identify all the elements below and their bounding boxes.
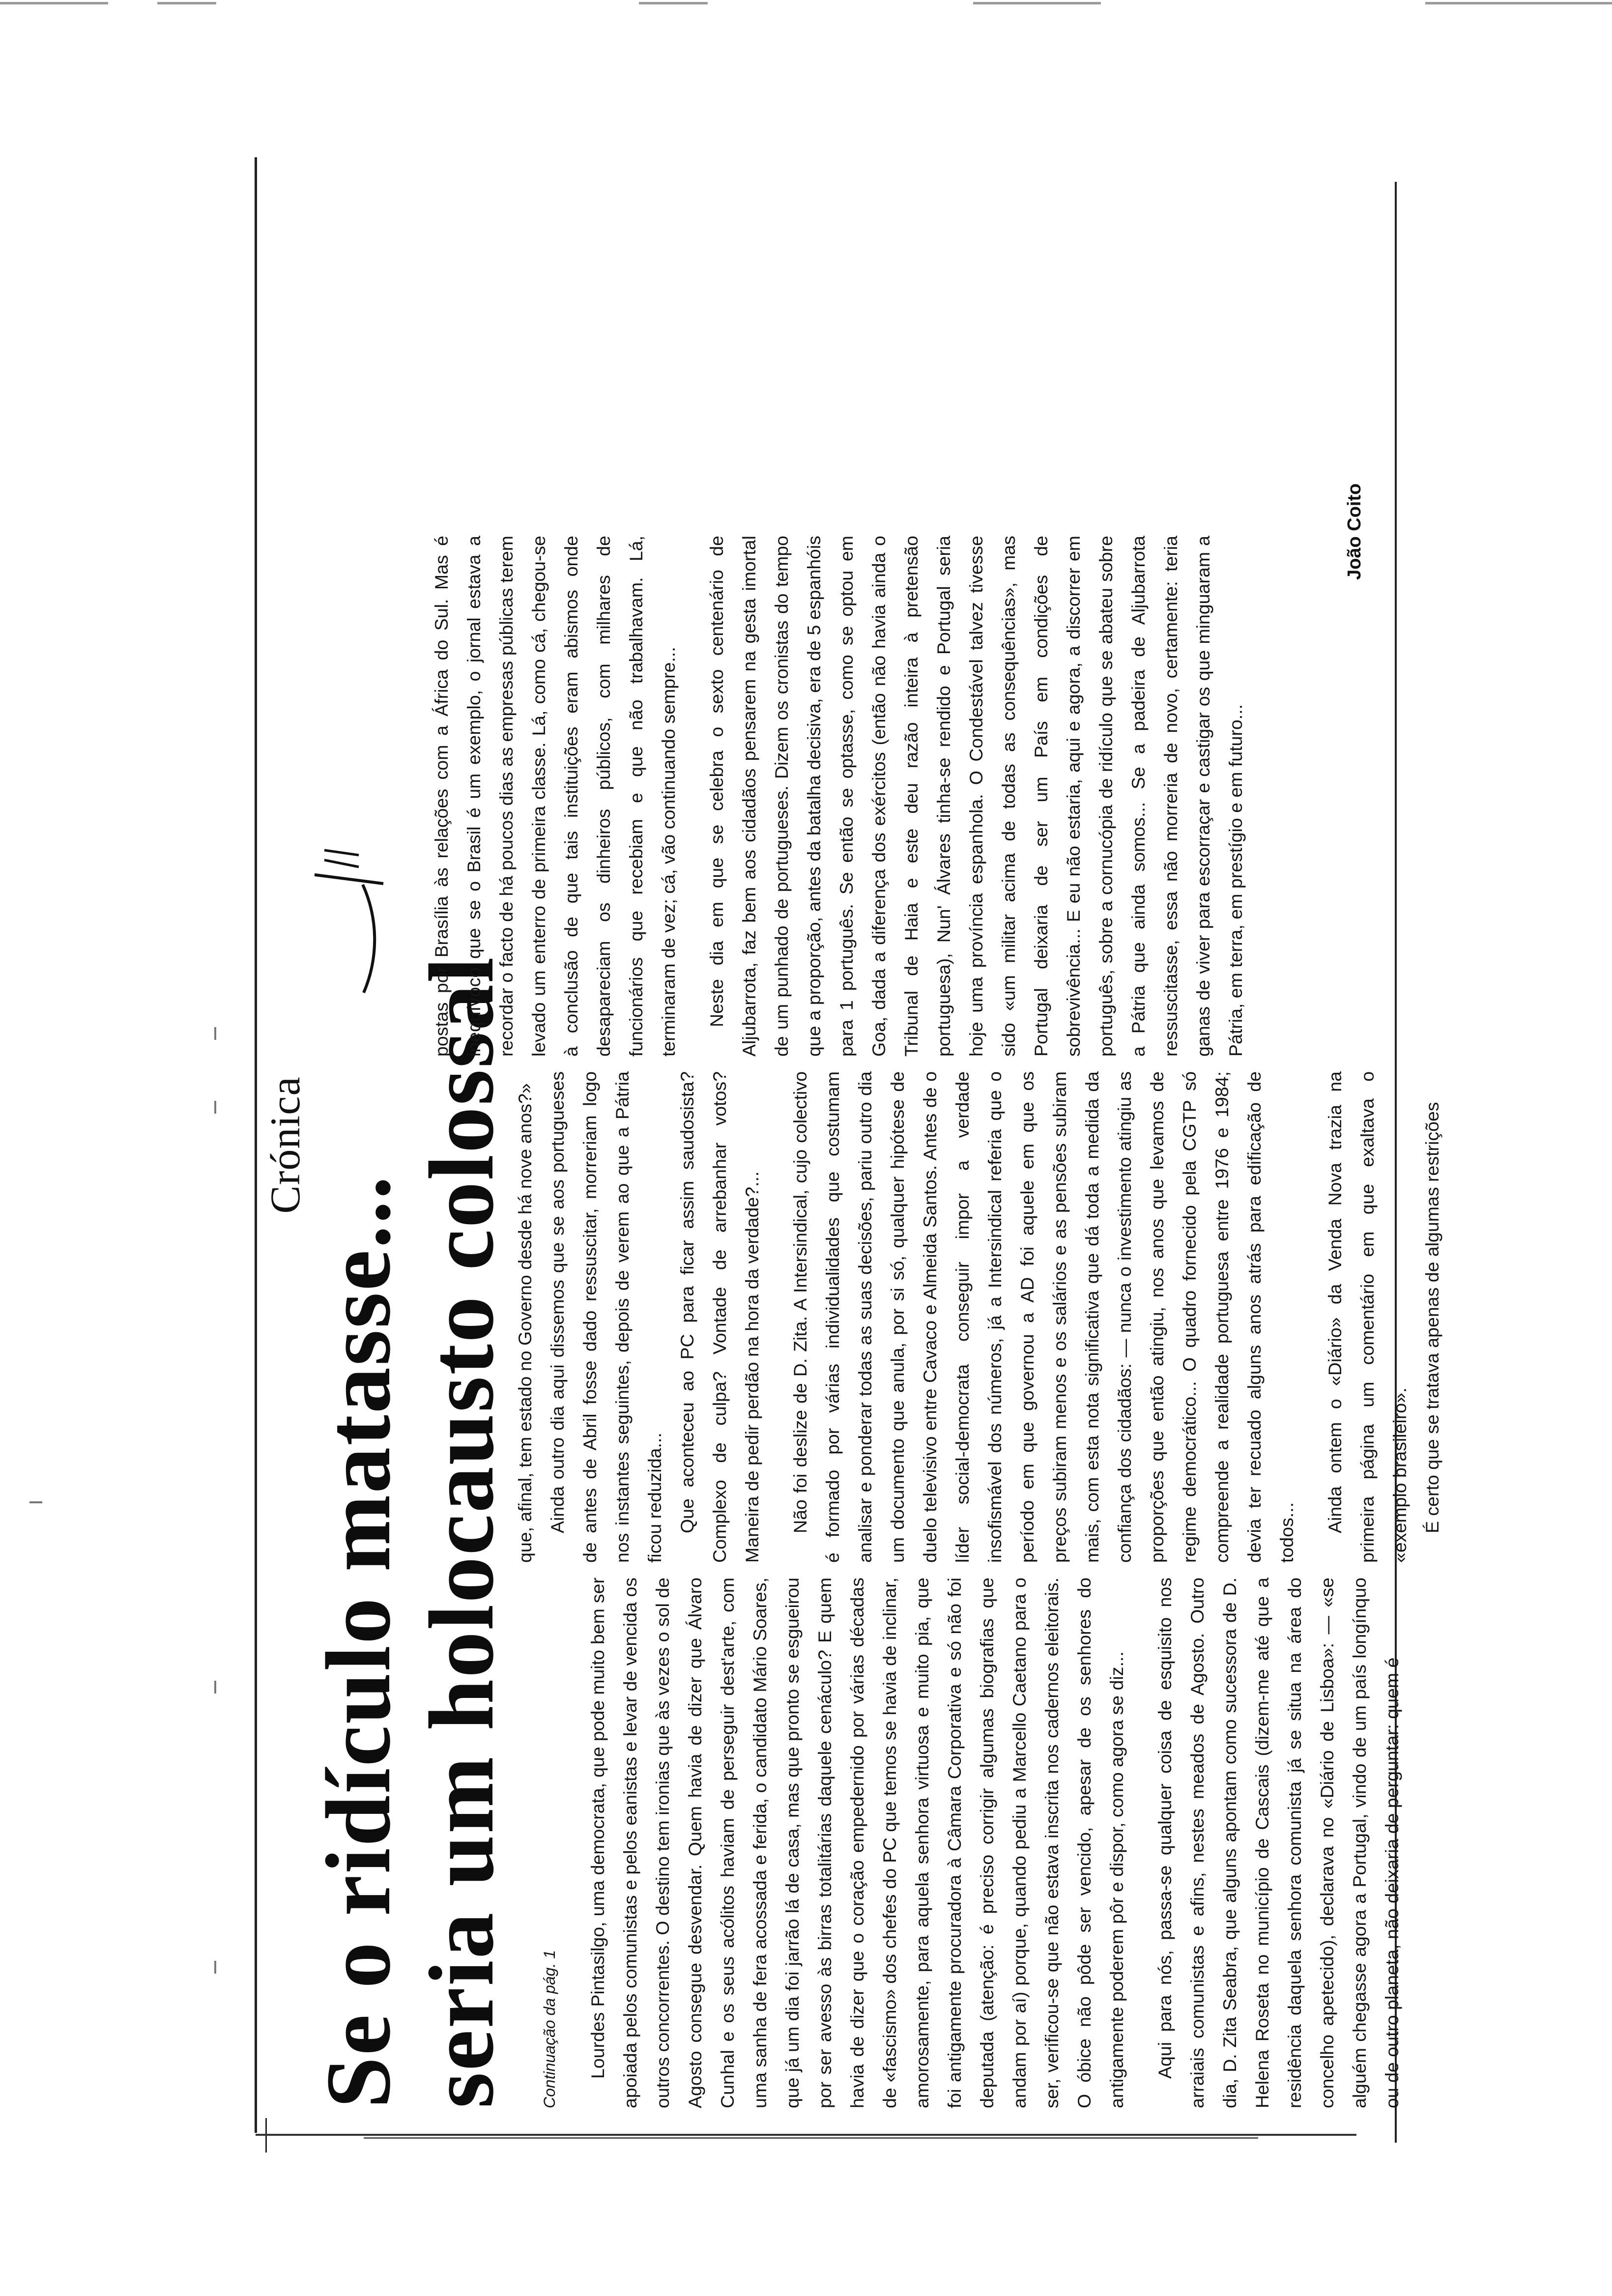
paragraph: Não foi deslize de D. Zita. A Intersindical, cujo colectivo é formado por várias individualidades que costumam analisar e ponderar todas as suas decisões, pariu outro dia um documento que anula, por si só, qualquer hipótese de duelo televisivo entre Cavaco e Almeida Santos. Antes de o líder social-democrata conseguir impor a verdade insofismável dos números, já a Intersindical referia que o período em que governou a AD foi aquele em que os preços subiram menos e os salários e as pensões subiram mais, com esta nota significativa que dá toda a medida da confiança dos cidadãos: — nunca o investimento atingiu as proporções que então atingiu, nos anos que levamos de regime democrático... O quadro fornecido pela CGTP só compreende a realidade portuguesa entre 1976 e 1984; devia ter recuado alguns anos atrás para edificação de todos... <box>790 1071 1297 1563</box>
headline-line-2: seria um holocausto colossal <box>410 955 513 2108</box>
bottom-rule <box>256 2134 1356 2136</box>
handwritten-stroke-icon <box>305 811 393 998</box>
bottom-rule-secondary <box>364 2137 1258 2139</box>
scan-mark <box>214 1027 216 1040</box>
article-column-1 <box>533 1578 1408 2108</box>
headline <box>307 182 513 2108</box>
paragraph: Aqui para nós, passa-se qualquer coisa de esquisito nos arraiais comunistas e afins, nestes meados de Agosto. Outro dia, D. Zita Seabra, que alguns apontam como sucessora de D. Helena Roseta no município de Cascais (dizem-me até que a residência daquela senhora comunista já se situa na área do concelho apetecido), declarava no «Diário de Lisboa»: — «se alguém chegasse agora a Portugal, vindo de um país longínquo ou de outro planeta, não deixaria de perguntar: quem é <box>1154 1578 1402 2108</box>
paragraph: Que aconteceu ao PC para ficar assim saudosista? Complexo de culpa? Vontade de arrebanhar votos? Maneira de pedir perdão na hora da verdade?... <box>677 1071 762 1563</box>
scan-mark <box>214 1961 216 1974</box>
article-column-3 <box>425 536 1252 1057</box>
paragraph: postas por Brasília às relações com a África do Sul. Mas é inequívoco que se o Brasil é um exemplo, o jornal estava a recordar o facto de há poucos dias as empresas públicas terem levado um enterro de primeira classe. Lá, como cá, chegou-se à conclusão de que tais instituições eram abismos onde desapareciam os dinheiros públicos, com milhares de funcionários que recebiam e que não trabalhavam. Lá, terminaram de vez; cá, vão continuando sempre... <box>431 536 679 1057</box>
author-signature: João Coito <box>1344 483 1365 580</box>
scan-mark <box>214 1681 216 1693</box>
newspaper-clipping <box>256 162 1442 2128</box>
section-label: Crónica <box>261 1076 309 1214</box>
scan-edge <box>0 0 1612 9</box>
paragraph: Lourdes Pintasilgo, uma democrata, que pode muito bem ser apoiada pelos comunistas e pelos eanistas e levar de vencida os outros concorrentes. O destino tem ironias que às vezes o sol de Agosto consegue desvendar. Quem havia de dizer que Álvaro Cunhal e os seus acólitos haviam de perseguir dest'arte, com uma sanha de fera acossada e ferida, o candidato Mário Soares, que já um dia foi jarrão lá de casa, mas que pronto se esgueirou por ser avesso às birras totalitárias daquele cenáculo? E quem havia de dizer que o coração empedernido por várias décadas de «fascismo» dos chefes do PC que temos se havia de inclinar, amorosamente, para aquela senhora virtuosa e muito pia, que foi antigamente procuradora à Câmara Corporativa e só não foi deputada (atenção: é preciso corrigir algumas biografias que andam por aí) porque, quando pediu a Marcello Caetano para o ser, verificou-se que não estava inscrita nos cadernos eleitorais. O óbice não pôde ser vencido, apesar de os senhores do antigamente poderem pôr e dispor, como agora se diz... <box>587 1578 1127 2108</box>
scan-mark <box>29 1501 42 1503</box>
continuation-note: Continuação da pág. 1 <box>541 1950 558 2108</box>
paragraph: Ainda outro dia aqui dissemos que se aos portugueses de antes de Abril fosse dado ressuscitar, morreriam logo nos instantes seguintes, depois de verem ao que a Pátria ficou reduzida... <box>547 1071 665 1563</box>
paragraph: que, afinal, tem estado no Governo desde há nove anos?» <box>515 1083 535 1563</box>
handwritten-annotation <box>305 811 396 998</box>
paragraph: É certo que se tratava apenas de algumas restrições <box>1422 1102 1442 1533</box>
headline-line-1: Se o ridículo matasse... <box>307 1175 409 2108</box>
article-column-2 <box>509 1071 1448 1563</box>
paragraph: Neste dia em que se celebra o sexto centenário de Aljubarrota, faz bem aos cidadãos pensarem na gesta imortal de um punhado de portugueses. Dizem os cronistas do tempo que a proporção, antes da batalha decisiva, era de 5 espanhóis para 1 português. Se então se optasse, como se optou em Goa, dada a diferença dos exércitos (então não havia ainda o Tribunal de Haia e este deu razão inteira à pretensão portuguesa), Nun' Álvares tinha-se rendido e Portugal seria hoje uma província espanhola. O Condestável talvez tivesse sido «um militar acima de todas as consequências», mas Portugal deixaria de ser um País em condições de sobrevivência... E eu não estaria, aqui e agora, a discorrer em português, sobre a cornucópia de ridículo que se abateu sobre a Pátria que ainda somos... Se a padeira de Aljubarrota ressuscitasse, essa não morreria de novo, certamente: teria ganas de viver para escorraçar e castigar os que minguaram a Pátria, em terra, em prestígio e em futuro... <box>706 536 1246 1057</box>
scan-mark <box>214 1101 216 1114</box>
paragraph: Ainda ontem o «Diário» da Venda Nova trazia na primeira página um comentário em que exaltava o «exemplo brasileiro». <box>1324 1071 1410 1563</box>
